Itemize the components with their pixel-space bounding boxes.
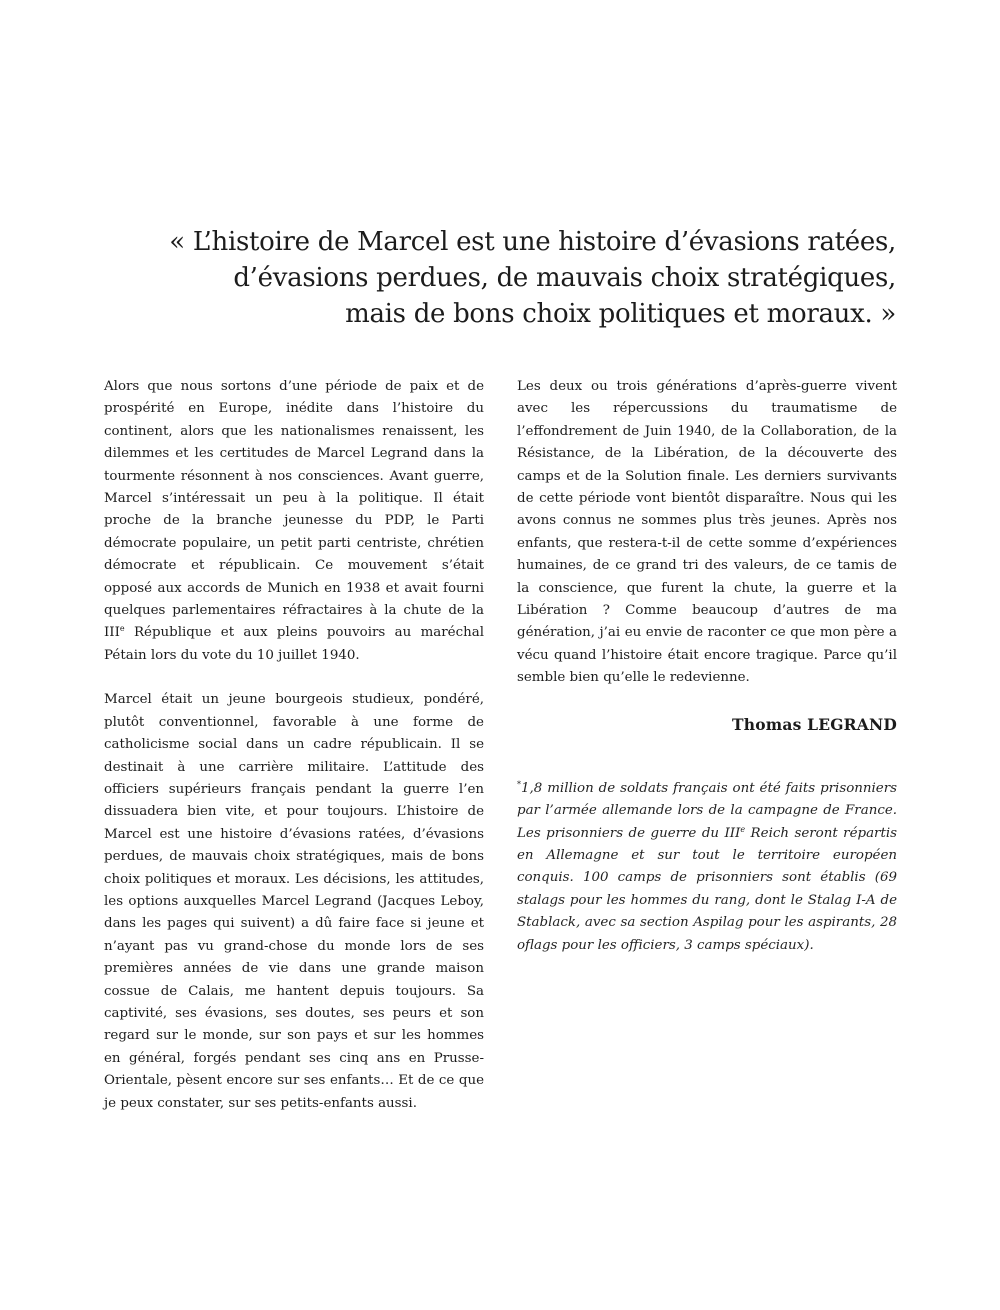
pull-quote-line-1: « L’histoire de Marcel est une histoire d’évasions ratées,	[169, 227, 896, 257]
left-paragraph-2: Marcel était un jeune bourgeois studieux, pondéré, plutôt conventionnel, favorable à une forme de catholicisme social dans un cadre républicain. Il se destinait à une carrière militaire. L’attitude des officiers supérieurs français pendant la guerre l’en dissuadera bien vite, et pour toujours. L’histoire de Marcel est une histoire d’évasions ratées, d’évasions perdues, de mauvais choix stratégiques, mais de bons choix politiques et moraux. Les décisions, les attitudes, les options auxquelles Marcel Legrand (Jacques Leboy, dans les pages qui suivent) a dû faire face si jeune et n’ayant pas vu grand-chose du monde lors de ses premières années de vie dans une grande maison cossue de Calais, me hantent depuis toujours. Sa captivité, ses évasions, ses doutes, ses peurs et son regard sur le monde, sur son pays et sur les hommes en général, forgés pendant ses cinq ans en Prusse-Orientale, pèsent encore sur ses enfants… Et de ce que je peux constater, sur ses petits-enfants aussi.	[104, 692, 484, 1111]
footnote-superscript: e	[740, 824, 746, 834]
pull-quote	[160, 224, 896, 332]
pull-quote-line-2: d’évasions perdues, de mauvais choix stratégiques,	[233, 263, 896, 293]
left-column	[104, 376, 484, 1115]
footnote-text-b: Reich seront répartis en Allemagne et sur tout le territoire européen conquis. 100 camps de prisonniers sont établis (69 stalags pour les hommes du rang, dont le Stalag I-A de Stablack, avec sa section Aspilag pour les aspirants, 28 oflags pour les officiers, 3 camps spéciaux).	[517, 825, 897, 953]
left-paragraph-1-text-b: République et aux pleins pouvoirs au maréchal Pétain lors du vote du 10 juillet 1940.	[104, 625, 484, 663]
right-column	[517, 376, 897, 957]
left-paragraph-1-text-a: Alors que nous sortons d’une période de paix et de prospérité en Europe, inédite dans l’histoire du continent, alors que les nationalismes renaissent, les dilemmes et les certitudes de Marcel Legrand dans la tourmente résonnent à nos consciences. Avant guerre, Marcel s’intéressait un peu à la politique. Il était proche de la branche jeunesse du PDP, le Parti démocrate populaire, un petit parti centriste, chrétien démocrate et républicain. Ce mouvement s’était opposé aux accords de Munich en 1938 et avait fourni quelques parlementaires réfractaires à la chute de la III	[104, 379, 484, 641]
right-paragraph-1: Les deux ou trois générations d’après-guerre vivent avec les répercussions du traumatisme de l’effondrement de Juin 1940, de la Collaboration, de la Résistance, de la Libération, de la découverte des camps et de la Solution finale. Les derniers survivants de cette période vont bientôt disparaître. Nous qui les avons connus ne sommes plus très jeunes. Après nos enfants, que restera-t-il de cette somme d’expériences humaines, de ce grand tri des valeurs, de ce tamis de la conscience, que furent la chute, la guerre et la Libération ? Comme beaucoup d’autres de ma génération, j’ai eu envie de raconter ce que mon père a vécu quand l’histoire était encore tragique. Parce qu’il semble bien qu’elle le redevienne.	[517, 379, 897, 686]
author-signature: Thomas LEGRAND	[732, 714, 897, 734]
pull-quote-line-3: mais de bons choix politiques et moraux. »	[345, 299, 896, 329]
left-paragraph-1-superscript: e	[119, 624, 125, 634]
footnote-text-a: 1,8 million de soldats français ont été faits prisonniers par l’armée allemande lors de la campagne de France. Les prisonniers de guerre du III	[517, 780, 897, 841]
footnote	[517, 778, 897, 957]
left-paragraph-1	[104, 376, 484, 667]
footnote-marker: *	[517, 779, 521, 789]
